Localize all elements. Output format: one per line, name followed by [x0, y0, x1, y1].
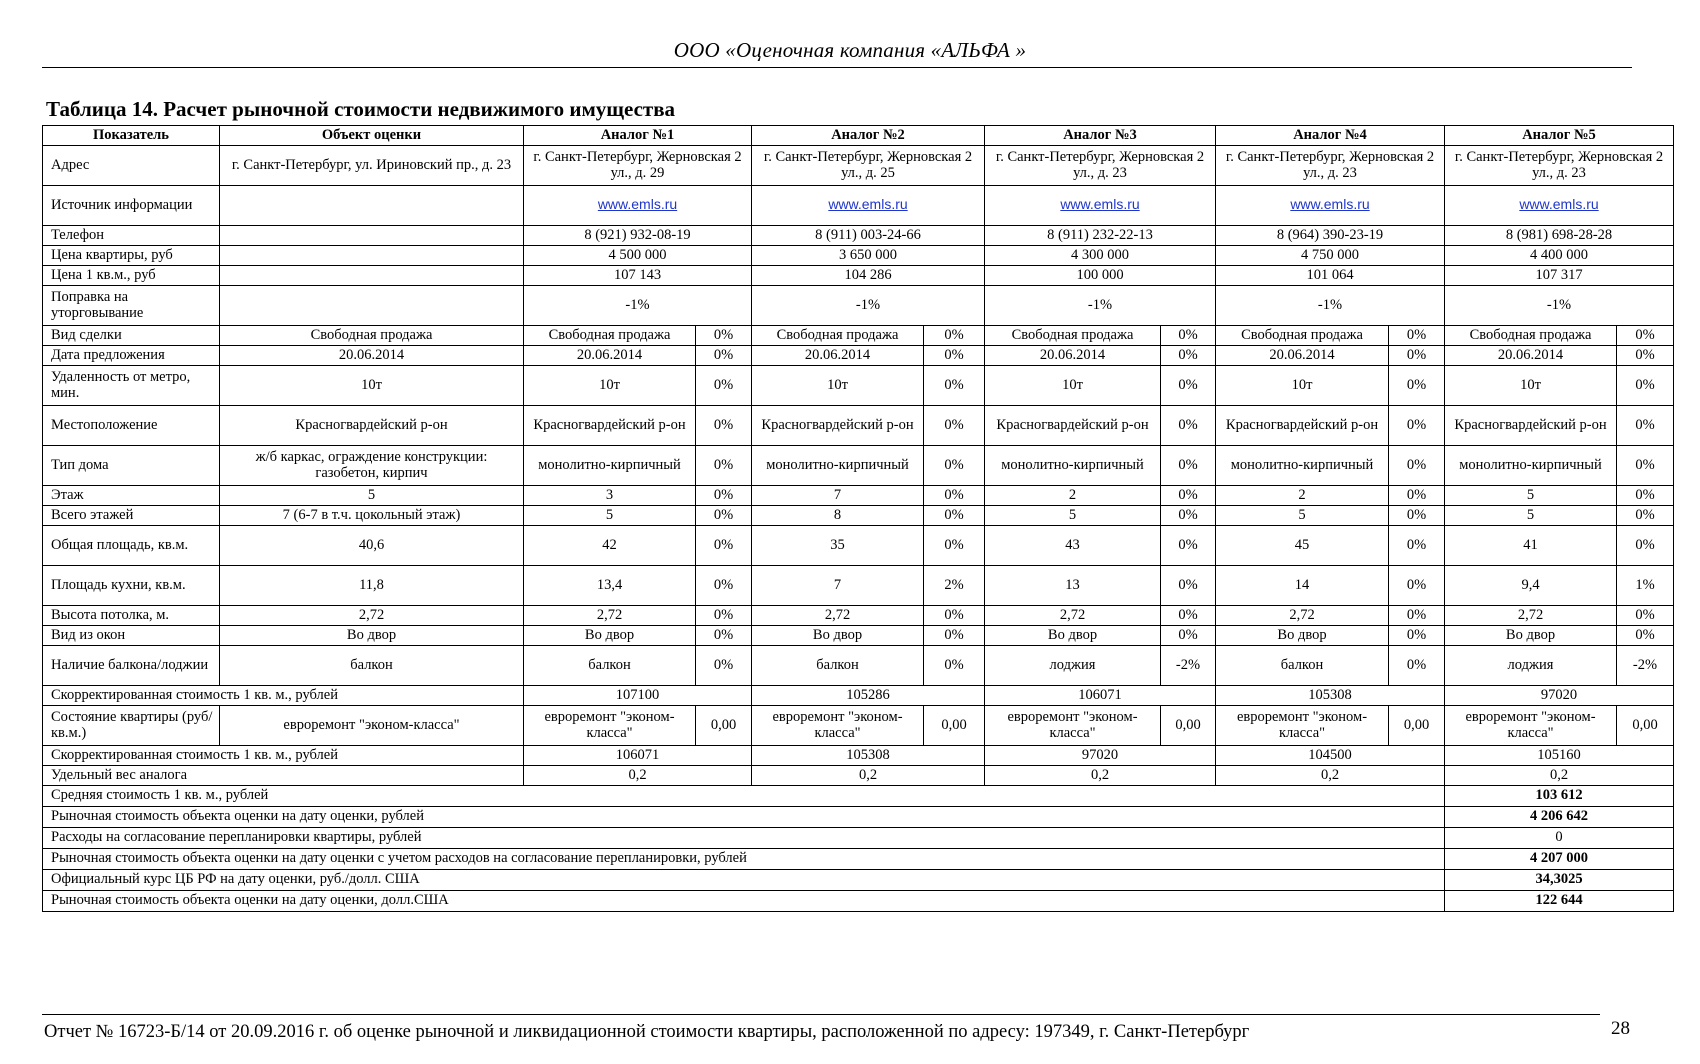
analog-1-ceiling-adjustment: 0% — [696, 606, 752, 626]
analog-5-metro-adjustment: 0% — [1617, 366, 1674, 406]
summary-value: 4 207 000 — [1445, 849, 1674, 870]
analog-3-kitchen_area: 13 — [985, 566, 1161, 606]
analog-3-balcony: лоджия — [985, 646, 1161, 686]
source-link[interactable]: www.emls.ru — [828, 196, 908, 213]
summary-label: Рыночная стоимость объекта оценки на дату оценки с учетом расходов на согласование перепланировки, рублей — [43, 849, 1445, 870]
analog-1-ceiling: 2,72 — [524, 606, 696, 626]
table-row — [43, 246, 1674, 266]
analog-2-ceiling: 2,72 — [752, 606, 924, 626]
analog-4-total_floors: 5 — [1216, 506, 1389, 526]
row-label-kitchen_area: Площадь кухни, кв.м. — [43, 566, 220, 606]
analog-5-address: г. Санкт-Петербург, Жерновская 2 ул., д. 23 — [1445, 146, 1674, 186]
analog-3-metro: 10т — [985, 366, 1161, 406]
subject-total_area: 40,6 — [220, 526, 524, 566]
table-row — [43, 346, 1674, 366]
analog-4-location-adjustment: 0% — [1389, 406, 1445, 446]
table-row — [43, 870, 1674, 891]
column-header-analog-5: Аналог №5 — [1445, 126, 1674, 146]
row-label-metro: Удаленность от метро, мин. — [43, 366, 220, 406]
analog-5-condition-adjustment: 0,00 — [1617, 706, 1674, 746]
analog-5-bargain: -1% — [1445, 286, 1674, 326]
analog-3-deal_type: Свободная продажа — [985, 326, 1161, 346]
analog-4-total_area: 45 — [1216, 526, 1389, 566]
analog-1-house_type-adjustment: 0% — [696, 446, 752, 486]
summary-value: 122 644 — [1445, 891, 1674, 912]
analog-4-floor: 2 — [1216, 486, 1389, 506]
source-link[interactable]: www.emls.ru — [597, 196, 678, 213]
analog-3-offer_date-adjustment: 0% — [1161, 346, 1216, 366]
row-label-address: Адрес — [43, 146, 220, 186]
analog-4-balcony: балкон — [1216, 646, 1389, 686]
analog-4-source — [1216, 186, 1445, 226]
column-header-analog-4: Аналог №4 — [1216, 126, 1445, 146]
row-label-deal_type: Вид сделки — [43, 326, 220, 346]
analog-2-price_sqm: 104 286 — [752, 266, 985, 286]
analog-1-total_floors-adjustment: 0% — [696, 506, 752, 526]
table-row — [43, 606, 1674, 626]
analog-4-condition-adjustment: 0,00 — [1389, 706, 1445, 746]
analog-3-house_type-adjustment: 0% — [1161, 446, 1216, 486]
row-label-price: Цена квартиры, руб — [43, 246, 220, 266]
analog-2-adjusted2: 105308 — [752, 746, 985, 766]
table-row — [43, 891, 1674, 912]
analog-1-balcony: балкон — [524, 646, 696, 686]
row-label-window_view: Вид из окон — [43, 626, 220, 646]
analog-5-kitchen_area: 9,4 — [1445, 566, 1617, 606]
analog-1-deal_type: Свободная продажа — [524, 326, 696, 346]
analog-1-condition: евроремонт "эконом-класса" — [524, 706, 696, 746]
analog-1-total_floors: 5 — [524, 506, 696, 526]
analog-2-deal_type: Свободная продажа — [752, 326, 924, 346]
analog-3-total_floors: 5 — [985, 506, 1161, 526]
table-row — [43, 126, 1674, 146]
analog-5-total_area-adjustment: 0% — [1617, 526, 1674, 566]
footer-text: Отчет № 16723-Б/14 от 20.09.2016 г. об оценке рыночной и ликвидационной стоимости квартиры, расположенной по адресу: 197349, г. Санкт-Петербург — [44, 1022, 1250, 1042]
analog-3-source — [985, 186, 1216, 226]
analog-3-total_area-adjustment: 0% — [1161, 526, 1216, 566]
subject-price-empty — [220, 246, 524, 266]
subject-ceiling: 2,72 — [220, 606, 524, 626]
table-row — [43, 766, 1674, 786]
summary-label: Средняя стоимость 1 кв. м., рублей — [43, 786, 1445, 807]
analog-1-adjusted2: 106071 — [524, 746, 752, 766]
analog-5-offer_date: 20.06.2014 — [1445, 346, 1617, 366]
analog-1-deal_type-adjustment: 0% — [696, 326, 752, 346]
analog-4-location: Красногвардейский р-он — [1216, 406, 1389, 446]
analog-1-total_area: 42 — [524, 526, 696, 566]
valuation-table — [42, 125, 1674, 912]
summary-label: Официальный курс ЦБ РФ на дату оценки, руб./долл. США — [43, 870, 1445, 891]
analog-2-price: 3 650 000 — [752, 246, 985, 266]
analog-5-window_view: Во двор — [1445, 626, 1617, 646]
table-row — [43, 146, 1674, 186]
row-label-adjusted1: Скорректированная стоимость 1 кв. м., рублей — [43, 686, 524, 706]
analog-4-bargain: -1% — [1216, 286, 1445, 326]
source-link[interactable]: www.emls.ru — [1290, 196, 1370, 213]
row-label-adjusted2: Скорректированная стоимость 1 кв. м., рублей — [43, 746, 524, 766]
table-row — [43, 286, 1674, 326]
analog-4-kitchen_area: 14 — [1216, 566, 1389, 606]
analog-1-offer_date-adjustment: 0% — [696, 346, 752, 366]
row-label-phone: Телефон — [43, 226, 220, 246]
analog-5-deal_type: Свободная продажа — [1445, 326, 1617, 346]
table-row — [43, 266, 1674, 286]
subject-house_type: ж/б каркас, ограждение конструкции: газобетон, кирпич — [220, 446, 524, 486]
analog-2-kitchen_area: 7 — [752, 566, 924, 606]
subject-condition: евроремонт "эконом-класса" — [220, 706, 524, 746]
analog-5-adjusted2: 105160 — [1445, 746, 1674, 766]
analog-4-kitchen_area-adjustment: 0% — [1389, 566, 1445, 606]
table-row — [43, 646, 1674, 686]
analog-2-location: Красногвардейский р-он — [752, 406, 924, 446]
table-row — [43, 849, 1674, 870]
analog-5-location: Красногвардейский р-он — [1445, 406, 1617, 446]
analog-5-window_view-adjustment: 0% — [1617, 626, 1674, 646]
row-label-bargain: Поправка на уторговывание — [43, 286, 220, 326]
analog-5-price: 4 400 000 — [1445, 246, 1674, 266]
analog-3-location: Красногвардейский р-он — [985, 406, 1161, 446]
analog-3-condition-adjustment: 0,00 — [1161, 706, 1216, 746]
table-row — [43, 226, 1674, 246]
analog-4-phone: 8 (964) 390-23-19 — [1216, 226, 1445, 246]
analog-5-adjusted1: 97020 — [1445, 686, 1674, 706]
analog-2-total_floors-adjustment: 0% — [924, 506, 985, 526]
source-link[interactable]: www.emls.ru — [1060, 196, 1140, 213]
analog-3-offer_date: 20.06.2014 — [985, 346, 1161, 366]
summary-value: 103 612 — [1445, 786, 1674, 807]
summary-value: 4 206 642 — [1445, 807, 1674, 828]
analog-1-balcony-adjustment: 0% — [696, 646, 752, 686]
row-label-source: Источник информации — [43, 186, 220, 226]
analog-2-deal_type-adjustment: 0% — [924, 326, 985, 346]
table-title: Таблица 14. Расчет рыночной стоимости недвижимого имущества — [46, 97, 676, 121]
table-row — [43, 526, 1674, 566]
summary-label: Рыночная стоимость объекта оценки на дату оценки, долл.США — [43, 891, 1445, 912]
table-row — [43, 406, 1674, 446]
analog-4-total_area-adjustment: 0% — [1389, 526, 1445, 566]
row-label-house_type: Тип дома — [43, 446, 220, 486]
analog-5-total_floors-adjustment: 0% — [1617, 506, 1674, 526]
analog-2-balcony-adjustment: 0% — [924, 646, 985, 686]
analog-3-floor-adjustment: 0% — [1161, 486, 1216, 506]
company-header: ООО «Оценочная компания «АЛЬФА » — [673, 38, 1027, 62]
summary-label: Рыночная стоимость объекта оценки на дату оценки, рублей — [43, 807, 1445, 828]
analog-2-address: г. Санкт-Петербург, Жерновская 2 ул., д. 25 — [752, 146, 985, 186]
analog-3-condition: евроремонт "эконом-класса" — [985, 706, 1161, 746]
analog-1-adjusted1: 107100 — [524, 686, 752, 706]
analog-2-window_view: Во двор — [752, 626, 924, 646]
subject-metro: 10т — [220, 366, 524, 406]
analog-1-address: г. Санкт-Петербург, Жерновская 2 ул., д. 29 — [524, 146, 752, 186]
analog-3-window_view-adjustment: 0% — [1161, 626, 1216, 646]
subject-balcony: балкон — [220, 646, 524, 686]
analog-3-total_floors-adjustment: 0% — [1161, 506, 1216, 526]
column-header-analog-3: Аналог №3 — [985, 126, 1216, 146]
summary-value: 34,3025 — [1445, 870, 1674, 891]
subject-price_sqm-empty — [220, 266, 524, 286]
row-label-location: Местоположение — [43, 406, 220, 446]
analog-5-weight: 0,2 — [1445, 766, 1674, 786]
subject-kitchen_area: 11,8 — [220, 566, 524, 606]
analog-2-floor-adjustment: 0% — [924, 486, 985, 506]
analog-4-offer_date: 20.06.2014 — [1216, 346, 1389, 366]
analog-4-condition: евроремонт "эконом-класса" — [1216, 706, 1389, 746]
analog-1-price_sqm: 107 143 — [524, 266, 752, 286]
analog-3-adjusted1: 106071 — [985, 686, 1216, 706]
row-label-weight: Удельный вес аналога — [43, 766, 524, 786]
analog-3-weight: 0,2 — [985, 766, 1216, 786]
analog-2-kitchen_area-adjustment: 2% — [924, 566, 985, 606]
analog-2-balcony: балкон — [752, 646, 924, 686]
analog-2-source — [752, 186, 985, 226]
analog-3-total_area: 43 — [985, 526, 1161, 566]
analog-4-adjusted1: 105308 — [1216, 686, 1445, 706]
row-label-ceiling: Высота потолка, м. — [43, 606, 220, 626]
subject-window_view: Во двор — [220, 626, 524, 646]
table-row — [43, 326, 1674, 346]
analog-2-bargain: -1% — [752, 286, 985, 326]
row-label-total_floors: Всего этажей — [43, 506, 220, 526]
analog-2-offer_date: 20.06.2014 — [752, 346, 924, 366]
analog-2-adjusted1: 105286 — [752, 686, 985, 706]
analog-2-total_area-adjustment: 0% — [924, 526, 985, 566]
analog-3-house_type: монолитно-кирпичный — [985, 446, 1161, 486]
analog-1-location-adjustment: 0% — [696, 406, 752, 446]
analog-1-floor-adjustment: 0% — [696, 486, 752, 506]
analog-1-total_area-adjustment: 0% — [696, 526, 752, 566]
analog-1-source — [524, 186, 752, 226]
table-row — [43, 506, 1674, 526]
table-row — [43, 566, 1674, 606]
analog-2-ceiling-adjustment: 0% — [924, 606, 985, 626]
analog-5-deal_type-adjustment: 0% — [1617, 326, 1674, 346]
analog-3-ceiling-adjustment: 0% — [1161, 606, 1216, 626]
table-row — [43, 828, 1674, 849]
row-label-offer_date: Дата предложения — [43, 346, 220, 366]
analog-2-offer_date-adjustment: 0% — [924, 346, 985, 366]
analog-5-location-adjustment: 0% — [1617, 406, 1674, 446]
subject-address: г. Санкт-Петербург, ул. Ириновский пр., д. 23 — [220, 146, 524, 186]
subject-floor: 5 — [220, 486, 524, 506]
analog-3-window_view: Во двор — [985, 626, 1161, 646]
analog-5-floor-adjustment: 0% — [1617, 486, 1674, 506]
analog-5-phone: 8 (981) 698-28-28 — [1445, 226, 1674, 246]
analog-4-price: 4 750 000 — [1216, 246, 1445, 266]
table-row — [43, 186, 1674, 226]
analog-1-phone: 8 (921) 932-08-19 — [524, 226, 752, 246]
analog-4-window_view-adjustment: 0% — [1389, 626, 1445, 646]
analog-1-window_view-adjustment: 0% — [696, 626, 752, 646]
analog-5-total_area: 41 — [1445, 526, 1617, 566]
analog-5-price_sqm: 107 317 — [1445, 266, 1674, 286]
analog-3-address: г. Санкт-Петербург, Жерновская 2 ул., д. 23 — [985, 146, 1216, 186]
analog-1-offer_date: 20.06.2014 — [524, 346, 696, 366]
column-header-indicator: Показатель — [43, 126, 220, 146]
table-row — [43, 786, 1674, 807]
analog-3-price: 4 300 000 — [985, 246, 1216, 266]
analog-5-ceiling: 2,72 — [1445, 606, 1617, 626]
analog-2-condition: евроремонт "эконом-класса" — [752, 706, 924, 746]
analog-4-price_sqm: 101 064 — [1216, 266, 1445, 286]
analog-2-location-adjustment: 0% — [924, 406, 985, 446]
subject-total_floors: 7 (6-7 в т.ч. цокольный этаж) — [220, 506, 524, 526]
analog-1-weight: 0,2 — [524, 766, 752, 786]
analog-5-house_type: монолитно-кирпичный — [1445, 446, 1617, 486]
analog-5-total_floors: 5 — [1445, 506, 1617, 526]
subject-source-empty — [220, 186, 524, 226]
analog-2-house_type-adjustment: 0% — [924, 446, 985, 486]
table-row — [43, 706, 1674, 746]
analog-3-ceiling: 2,72 — [985, 606, 1161, 626]
summary-value: 0 — [1445, 828, 1674, 849]
table-row — [43, 686, 1674, 706]
analog-4-weight: 0,2 — [1216, 766, 1445, 786]
analog-4-floor-adjustment: 0% — [1389, 486, 1445, 506]
table-row — [43, 807, 1674, 828]
analog-2-total_area: 35 — [752, 526, 924, 566]
subject-location: Красногвардейский р-он — [220, 406, 524, 446]
analog-1-kitchen_area-adjustment: 0% — [696, 566, 752, 606]
analog-4-balcony-adjustment: 0% — [1389, 646, 1445, 686]
analog-4-ceiling-adjustment: 0% — [1389, 606, 1445, 626]
table-row — [43, 746, 1674, 766]
analog-4-offer_date-adjustment: 0% — [1389, 346, 1445, 366]
analog-4-deal_type: Свободная продажа — [1216, 326, 1389, 346]
analog-2-phone: 8 (911) 003-24-66 — [752, 226, 985, 246]
analog-5-balcony: лоджия — [1445, 646, 1617, 686]
table-row — [43, 626, 1674, 646]
analog-2-floor: 7 — [752, 486, 924, 506]
analog-2-window_view-adjustment: 0% — [924, 626, 985, 646]
analog-2-condition-adjustment: 0,00 — [924, 706, 985, 746]
analog-5-ceiling-adjustment: 0% — [1617, 606, 1674, 626]
column-header-subject: Объект оценки — [220, 126, 524, 146]
analog-5-metro: 10т — [1445, 366, 1617, 406]
analog-3-deal_type-adjustment: 0% — [1161, 326, 1216, 346]
analog-4-address: г. Санкт-Петербург, Жерновская 2 ул., д. 23 — [1216, 146, 1445, 186]
analog-3-kitchen_area-adjustment: 0% — [1161, 566, 1216, 606]
analog-1-house_type: монолитно-кирпичный — [524, 446, 696, 486]
analog-3-price_sqm: 100 000 — [985, 266, 1216, 286]
subject-offer_date: 20.06.2014 — [220, 346, 524, 366]
analog-5-kitchen_area-adjustment: 1% — [1617, 566, 1674, 606]
analog-1-kitchen_area: 13,4 — [524, 566, 696, 606]
source-link[interactable]: www.emls.ru — [1519, 196, 1599, 213]
analog-4-adjusted2: 104500 — [1216, 746, 1445, 766]
analog-5-floor: 5 — [1445, 486, 1617, 506]
analog-3-balcony-adjustment: -2% — [1161, 646, 1216, 686]
footer-divider — [42, 1014, 1600, 1015]
row-label-balcony: Наличие балкона/лоджии — [43, 646, 220, 686]
analog-5-offer_date-adjustment: 0% — [1617, 346, 1674, 366]
analog-1-price: 4 500 000 — [524, 246, 752, 266]
column-header-analog-2: Аналог №2 — [752, 126, 985, 146]
analog-4-house_type-adjustment: 0% — [1389, 446, 1445, 486]
page-number: 28 — [1611, 1018, 1630, 1039]
analog-1-floor: 3 — [524, 486, 696, 506]
analog-2-weight: 0,2 — [752, 766, 985, 786]
row-label-condition: Состояние квартиры (руб/кв.м.) — [43, 706, 220, 746]
table-row — [43, 366, 1674, 406]
analog-4-deal_type-adjustment: 0% — [1389, 326, 1445, 346]
analog-4-house_type: монолитно-кирпичный — [1216, 446, 1389, 486]
row-label-total_area: Общая площадь, кв.м. — [43, 526, 220, 566]
table-row — [43, 446, 1674, 486]
analog-4-metro-adjustment: 0% — [1389, 366, 1445, 406]
subject-bargain-empty — [220, 286, 524, 326]
analog-3-location-adjustment: 0% — [1161, 406, 1216, 446]
analog-3-adjusted2: 97020 — [985, 746, 1216, 766]
analog-2-total_floors: 8 — [752, 506, 924, 526]
analog-1-condition-adjustment: 0,00 — [696, 706, 752, 746]
analog-3-floor: 2 — [985, 486, 1161, 506]
table-row — [43, 486, 1674, 506]
column-header-analog-1: Аналог №1 — [524, 126, 752, 146]
analog-3-metro-adjustment: 0% — [1161, 366, 1216, 406]
analog-2-metro: 10т — [752, 366, 924, 406]
analog-3-phone: 8 (911) 232-22-13 — [985, 226, 1216, 246]
analog-1-bargain: -1% — [524, 286, 752, 326]
analog-1-metro-adjustment: 0% — [696, 366, 752, 406]
analog-1-metro: 10т — [524, 366, 696, 406]
subject-phone-empty — [220, 226, 524, 246]
analog-5-source — [1445, 186, 1674, 226]
analog-4-total_floors-adjustment: 0% — [1389, 506, 1445, 526]
analog-5-house_type-adjustment: 0% — [1617, 446, 1674, 486]
row-label-price_sqm: Цена 1 кв.м., руб — [43, 266, 220, 286]
analog-4-metro: 10т — [1216, 366, 1389, 406]
subject-deal_type: Свободная продажа — [220, 326, 524, 346]
header-divider — [42, 67, 1632, 68]
analog-5-condition: евроремонт "эконом-класса" — [1445, 706, 1617, 746]
analog-4-ceiling: 2,72 — [1216, 606, 1389, 626]
summary-label: Расходы на согласование перепланировки квартиры, рублей — [43, 828, 1445, 849]
analog-2-house_type: монолитно-кирпичный — [752, 446, 924, 486]
analog-1-window_view: Во двор — [524, 626, 696, 646]
analog-3-bargain: -1% — [985, 286, 1216, 326]
analog-5-balcony-adjustment: -2% — [1617, 646, 1674, 686]
analog-2-metro-adjustment: 0% — [924, 366, 985, 406]
row-label-floor: Этаж — [43, 486, 220, 506]
analog-4-window_view: Во двор — [1216, 626, 1389, 646]
analog-1-location: Красногвардейский р-он — [524, 406, 696, 446]
